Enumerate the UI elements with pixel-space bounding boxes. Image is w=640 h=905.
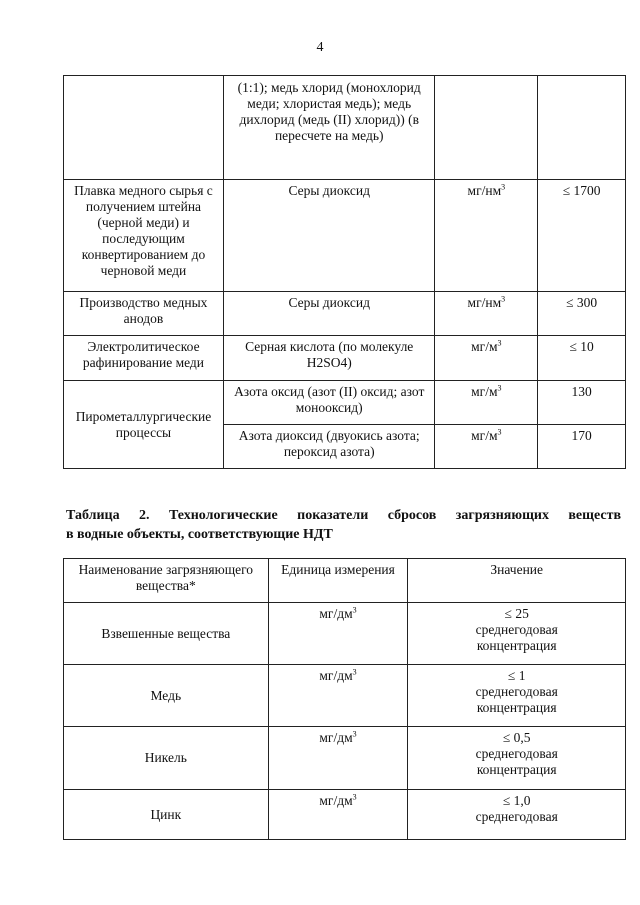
- unit-cell: $мг/м^3$: [435, 381, 538, 425]
- table-row: [64, 76, 626, 180]
- process-cell: [64, 76, 224, 180]
- value-cell: ≤ 0,5 среднегодовая концентрация: [408, 727, 626, 790]
- table-row: [64, 727, 626, 790]
- unit-cell: $мг/м^3$: [435, 425, 538, 469]
- unit-cell: $мг/нм^3$: [435, 292, 538, 336]
- header-substance: Наименование загрязняющего вещества*: [64, 559, 269, 603]
- value-cell: 130: [538, 381, 626, 425]
- header-row: [64, 559, 626, 603]
- substance-name-cell: Цинк: [64, 790, 269, 840]
- process-cell: Электролитическое рафинирование меди: [64, 336, 224, 381]
- process-cell: Пирометаллургические процессы: [64, 381, 224, 469]
- value-cell: ≤ 10: [538, 336, 626, 381]
- table-row: [64, 790, 626, 840]
- unit-cell: $мг/дм^3$: [268, 790, 408, 840]
- page-number: 4: [316, 40, 324, 55]
- process-cell: Производство медных анодов: [64, 292, 224, 336]
- table-row: [64, 180, 626, 292]
- table-row: [64, 603, 626, 665]
- substance-name-cell: Никель: [64, 727, 269, 790]
- substance-name-cell: Медь: [64, 665, 269, 727]
- table-row: [64, 336, 626, 381]
- value-cell: ≤ 1,0 среднегодовая: [408, 790, 626, 840]
- table-row: [64, 381, 626, 425]
- table-row: [64, 292, 626, 336]
- discharges-table: [63, 558, 626, 840]
- substance-cell: Азота оксид (азот (II) оксид; азот монооксид): [223, 381, 435, 425]
- value-cell: ≤ 25 среднегодовая концентрация: [408, 603, 626, 665]
- substance-cell: Серная кислота (по молекуле H2SO4): [223, 336, 435, 381]
- value-cell: ≤ 1 среднегодовая концентрация: [408, 665, 626, 727]
- value-cell: ≤ 300: [538, 292, 626, 336]
- unit-cell: $мг/дм^3$: [268, 727, 408, 790]
- value-cell: 170: [538, 425, 626, 469]
- process-cell: Плавка медного сырья с получением штейна (черной меди) и последующим конвертированием до черновой меди: [64, 180, 224, 292]
- unit-cell: $мг/дм^3$: [268, 603, 408, 665]
- substance-name-cell: Взвешенные вещества: [64, 603, 269, 665]
- unit-cell: $мг/м^3$: [435, 336, 538, 381]
- substance-cell: Серы диоксид: [223, 180, 435, 292]
- substance-cell: Серы диоксид: [223, 292, 435, 336]
- unit-cell: $мг/дм^3$: [268, 665, 408, 727]
- table-caption: Таблица 2. Технологические показатели сбросов загрязняющих веществ в водные объекты, соответствующие НДТ: [66, 508, 621, 542]
- emissions-table: [63, 75, 626, 469]
- header-value: Значение: [408, 559, 626, 603]
- unit-cell: [435, 76, 538, 180]
- header-unit: Единица измерения: [268, 559, 408, 603]
- unit-cell: $мг/нм^3$: [435, 180, 538, 292]
- substance-cell: (1:1); медь хлорид (монохлорид меди; хлористая медь); медь дихлорид (медь (II) хлорид)) (в пересчете на медь): [223, 76, 435, 180]
- value-cell: [538, 76, 626, 180]
- substance-cell: Азота диоксид (двуокись азота; пероксид азота): [223, 425, 435, 469]
- value-cell: ≤ 1700: [538, 180, 626, 292]
- table-row: [64, 665, 626, 727]
